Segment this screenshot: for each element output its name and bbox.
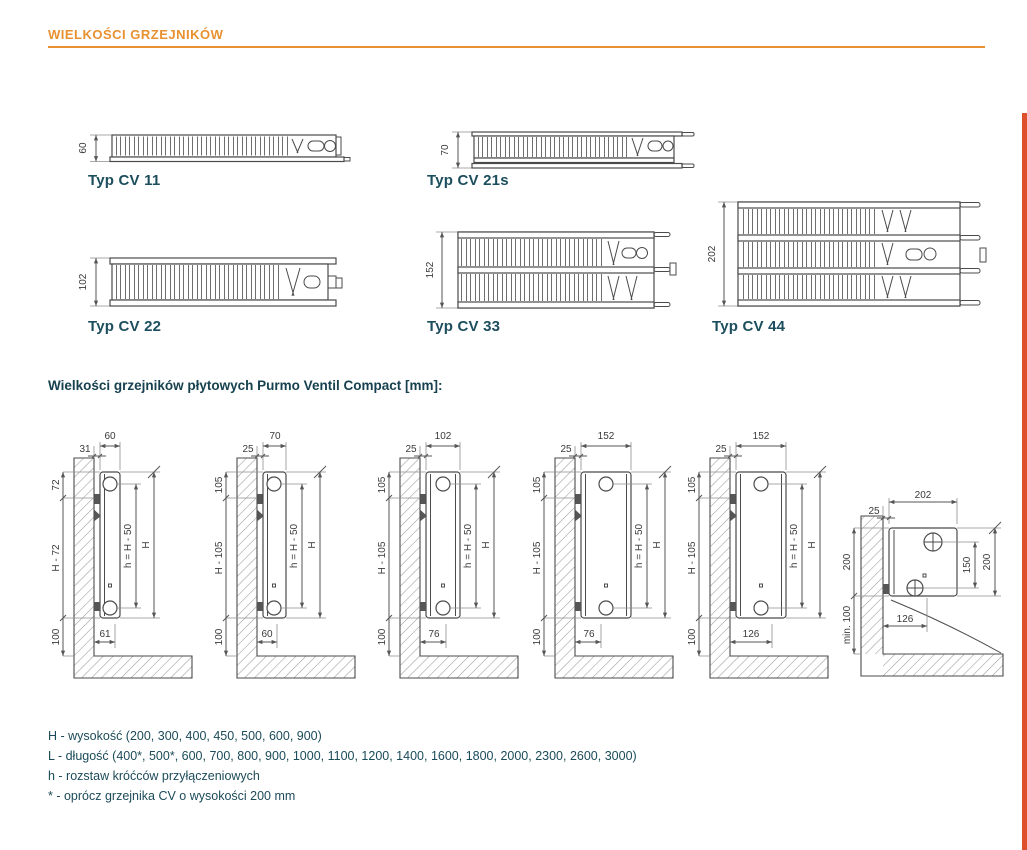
dim-total-height: 200 bbox=[982, 553, 993, 571]
panel-strip-top bbox=[472, 132, 682, 136]
depth-dimension bbox=[707, 202, 738, 306]
wall-hatch bbox=[237, 458, 257, 678]
topview-cv33-diagram bbox=[425, 226, 693, 316]
panel-2 bbox=[458, 267, 654, 273]
radiator-body bbox=[738, 202, 986, 306]
page-edge-accent-bar bbox=[1022, 113, 1027, 850]
dim-mid-height: H - 72 bbox=[51, 544, 62, 572]
air-vent bbox=[599, 477, 613, 491]
panel-strip bbox=[110, 157, 344, 162]
dim-depth: 202 bbox=[914, 490, 932, 501]
legend-line-height: H - wysokość (200, 300, 400, 450, 500, 600, 900) bbox=[48, 729, 322, 743]
convector-fins bbox=[114, 265, 282, 299]
valve bbox=[436, 601, 450, 615]
depth-dimension bbox=[425, 232, 458, 308]
legend-line-pipe-spacing: h - rozstaw króćców przyłączeniowych bbox=[48, 769, 260, 783]
dim-pipe-spacing: h = H - 50 bbox=[634, 523, 645, 569]
radiator-profile bbox=[94, 472, 120, 618]
radiator-body bbox=[458, 232, 676, 308]
dim-top-height: 105 bbox=[532, 476, 543, 494]
panel-3 bbox=[738, 268, 960, 274]
convector-fins-row1 bbox=[460, 239, 602, 266]
depth-label: 102 bbox=[78, 273, 89, 291]
valve bbox=[103, 601, 117, 615]
depth-label: 70 bbox=[440, 144, 451, 156]
side-view-cv11 bbox=[52, 420, 217, 686]
side-view-cv33 bbox=[533, 420, 698, 686]
convector-fins bbox=[476, 137, 628, 157]
radiator-profile bbox=[257, 472, 286, 618]
section-subtitle: Wielkości grzejników płytowych Purmo Ventil Compact [mm]: bbox=[48, 378, 443, 393]
panel-4 bbox=[738, 300, 960, 306]
dim-pipe-spacing: 150 bbox=[962, 556, 973, 574]
legend-line-footnote: * - oprócz grzejnika CV o wysokości 200 mm bbox=[48, 789, 296, 803]
wall-hatch bbox=[710, 458, 730, 678]
page-title: WIELKOŚCI GRZEJNIKÓW bbox=[48, 27, 224, 42]
dim-top-height: 105 bbox=[687, 476, 698, 494]
dim-wall-offset: 25 bbox=[715, 444, 727, 455]
depth-dimension bbox=[78, 258, 110, 306]
convector-fins-row3 bbox=[740, 275, 878, 299]
type-label-cv21s: Typ CV 21s bbox=[427, 172, 509, 189]
air-vent bbox=[436, 477, 450, 491]
dim-top-height: 105 bbox=[214, 476, 225, 494]
dim-wall-offset: 31 bbox=[79, 444, 91, 455]
floor-hatch bbox=[257, 656, 355, 678]
panel-3 bbox=[458, 302, 654, 308]
dim-wall-offset: 25 bbox=[560, 444, 572, 455]
legend bbox=[48, 729, 637, 809]
dim-bottom-offset: 76 bbox=[428, 629, 440, 640]
convector-fins bbox=[114, 137, 288, 156]
dim-pipe-spacing: h = H - 50 bbox=[289, 523, 300, 569]
depth-label: 202 bbox=[707, 245, 718, 263]
dim-mid-height: H - 105 bbox=[377, 541, 388, 575]
end-bracket bbox=[336, 137, 341, 155]
wall-bracket bbox=[258, 494, 263, 504]
floor-hatch bbox=[883, 654, 1003, 676]
dim-mid-height: H - 105 bbox=[214, 541, 225, 575]
air-vent bbox=[267, 477, 281, 491]
dim-height: H bbox=[807, 541, 818, 549]
dim-wall-offset: 25 bbox=[242, 444, 254, 455]
title-underline bbox=[48, 46, 985, 48]
wall-hatch bbox=[74, 458, 94, 678]
radiator-profile bbox=[730, 472, 786, 618]
topview-cv44-diagram bbox=[707, 194, 995, 318]
panel-1 bbox=[738, 202, 960, 208]
dim-depth: 102 bbox=[434, 431, 452, 442]
dim-floor-clearance: 100 bbox=[51, 628, 62, 646]
dim-bottom-offset: 76 bbox=[583, 629, 595, 640]
radiator-profile bbox=[883, 528, 1001, 653]
panel-top bbox=[110, 258, 336, 264]
dim-height: H bbox=[652, 541, 663, 549]
wall-bracket bbox=[95, 494, 100, 504]
air-vent bbox=[103, 477, 117, 491]
wall-hatch bbox=[555, 458, 575, 678]
dim-wall-offset: 25 bbox=[405, 444, 417, 455]
dim-height: 200 bbox=[842, 553, 853, 571]
floor-hatch bbox=[420, 656, 518, 678]
floor-hatch bbox=[575, 656, 673, 678]
panel-strip-bottom bbox=[474, 158, 674, 163]
panel-bottom bbox=[110, 300, 336, 306]
side-view-cv21s bbox=[215, 420, 380, 686]
dim-mid-height: H - 105 bbox=[532, 541, 543, 575]
radiator-body bbox=[110, 135, 350, 162]
dim-floor-clearance: 100 bbox=[214, 628, 225, 646]
dim-mid-height: H - 105 bbox=[687, 541, 698, 575]
depth-label: 60 bbox=[78, 142, 89, 154]
depth-label: 152 bbox=[425, 261, 436, 279]
wall-bracket bbox=[576, 494, 581, 504]
convector-fins-row1 bbox=[740, 209, 878, 234]
dim-bottom-offset: 126 bbox=[896, 614, 914, 625]
dim-floor-clearance: 100 bbox=[377, 628, 388, 646]
dim-depth: 60 bbox=[104, 431, 116, 442]
dim-height: H bbox=[481, 541, 492, 549]
dim-pipe-spacing: h = H - 50 bbox=[123, 523, 134, 569]
dim-bottom-offset: 61 bbox=[99, 629, 111, 640]
wall-bracket bbox=[421, 494, 426, 504]
side-view-cv22 bbox=[378, 420, 543, 686]
radiator-profile bbox=[420, 472, 460, 618]
radiator-body bbox=[472, 132, 694, 168]
dim-depth: 152 bbox=[597, 431, 615, 442]
type-label-cv11: Typ CV 11 bbox=[88, 172, 161, 189]
dim-bottom-offset: 126 bbox=[742, 629, 760, 640]
wall-hatch bbox=[400, 458, 420, 678]
legend-line-length: L - długość (400*, 500*, 600, 700, 800, 900, 1000, 1100, 1200, 1400, 1600, 1800, 2000, 2300, 2600, 3000) bbox=[48, 749, 637, 763]
floor-hatch bbox=[94, 656, 192, 678]
wall-hatch bbox=[861, 516, 883, 654]
dim-pipe-spacing: h = H - 50 bbox=[463, 523, 474, 569]
valve bbox=[599, 601, 613, 615]
dim-top-height: 105 bbox=[377, 476, 388, 494]
air-vent bbox=[754, 477, 768, 491]
valve bbox=[267, 601, 281, 615]
radiator-profile bbox=[575, 472, 631, 618]
convector-fins-row2 bbox=[740, 242, 878, 267]
topview-cv22-diagram bbox=[78, 252, 378, 316]
dim-depth: 70 bbox=[269, 431, 281, 442]
dim-height: H bbox=[141, 541, 152, 549]
corner-detail-cv44 bbox=[842, 486, 1025, 684]
valve bbox=[754, 601, 768, 615]
dim-wall-offset: 25 bbox=[868, 506, 880, 517]
depth-dimension bbox=[440, 132, 472, 168]
panel-2 bbox=[738, 235, 960, 241]
panel-1 bbox=[458, 232, 654, 238]
dim-bottom-offset: 60 bbox=[261, 629, 273, 640]
convector-fins-row2 bbox=[460, 274, 602, 301]
side-view-cv33-alt bbox=[688, 420, 853, 686]
floor-hatch bbox=[730, 656, 828, 678]
dim-depth: 152 bbox=[752, 431, 770, 442]
wall-bracket bbox=[731, 494, 736, 504]
depth-dimension bbox=[78, 135, 112, 162]
type-label-cv22: Typ CV 22 bbox=[88, 318, 162, 335]
radiator-body bbox=[110, 258, 342, 306]
dim-floor-clearance: 100 bbox=[532, 628, 543, 646]
topview-cv11-diagram bbox=[78, 126, 368, 176]
dim-floor-clearance: 100 bbox=[687, 628, 698, 646]
type-label-cv33: Typ CV 33 bbox=[427, 318, 501, 335]
type-label-cv44: Typ CV 44 bbox=[712, 318, 786, 335]
dim-pipe-spacing: h = H - 50 bbox=[789, 523, 800, 569]
dim-floor-clearance: min. 100 bbox=[842, 605, 853, 645]
dim-top-height: 72 bbox=[51, 479, 62, 491]
dim-height: H bbox=[307, 541, 318, 549]
